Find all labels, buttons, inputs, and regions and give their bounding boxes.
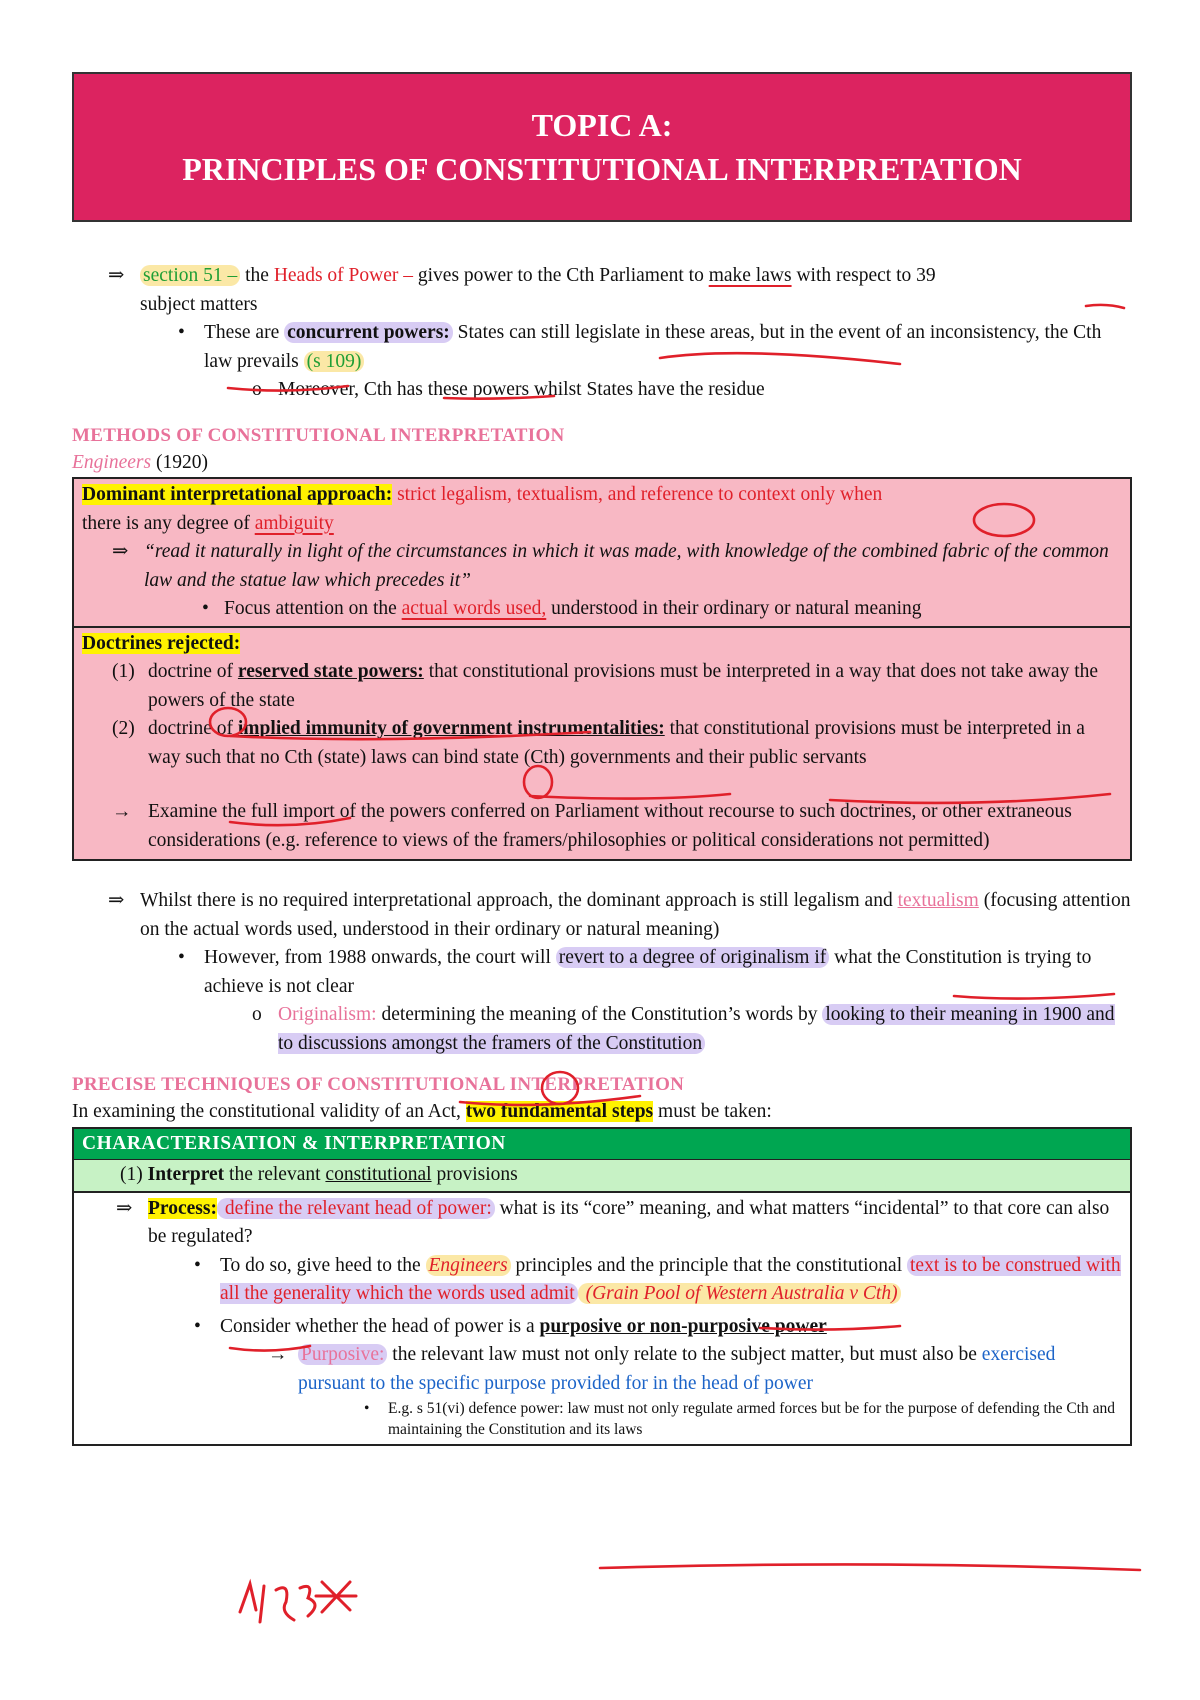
- doctrines-rejected-panel: [74, 626, 1130, 860]
- title-line-1: TOPIC A:: [531, 107, 673, 143]
- residue-subpoint: o Moreover, Cth has these powers whilst States have the residue: [72, 376, 1132, 405]
- whilst-point: ⇒ Whilst there is no required interpretational approach, the dominant approach is still legalism and textualism (focusing attention on the actual words used, understood in their ordinary or natural meaning): [72, 887, 1132, 944]
- arrow-right-icon: →: [112, 801, 132, 822]
- whilst-section: [72, 887, 1132, 1058]
- title-line-2: PRINCIPLES OF CONSTITUTIONAL INTERPRETATION: [182, 151, 1022, 187]
- arrow-right-icon: →: [268, 1344, 288, 1365]
- doctrine-1: (1) doctrine of reserved state powers: that constitutional provisions must be interpreted in a way that does not take away the powers of the state: [112, 661, 1099, 711]
- bullet-icon: •: [178, 947, 185, 968]
- document-page: [72, 72, 1132, 1446]
- double-arrow-icon: ⇒: [108, 265, 125, 286]
- doctrine-2: (2) doctrine of implied immunity of government instrumentalities: that constitutional provisions must be interpreted in a way such that no Cth (state) laws can bind state (Cth) governments and their public servants: [112, 718, 1085, 768]
- purposive-point: → Purposive: the relevant law must not only relate to the subject matter, but must also be exercised pursuant to the specific purpose provided for in the head of power: [82, 1341, 1122, 1398]
- bullet-icon: •: [194, 1254, 201, 1276]
- circle-bullet-icon: o: [252, 1004, 262, 1025]
- methods-heading: METHODS OF CONSTITUTIONAL INTERPRETATION: [72, 424, 565, 446]
- bullet-icon: •: [178, 322, 185, 343]
- dominant-label: Dominant interpretational approach:: [82, 484, 393, 505]
- bullet-icon: •: [194, 1315, 201, 1337]
- engineers-principles-bullet: • To do so, give heed to the Engineers principles and the principle that the constitutional text is to be construed with all the generality which the words used admit (Grain Pool of Western Australia v Cth): [82, 1252, 1122, 1309]
- bullet-icon: •: [364, 1400, 370, 1417]
- intro-section: [72, 262, 1132, 405]
- defence-example: • E.g. s 51(vi) defence power: law must not only regulate armed forces but be for the purpose of defending the Cth and maintaining the Constitution and its laws: [364, 1400, 1115, 1438]
- however-bullet: • However, from 1988 onwards, the court will revert to a degree of originalism if what the Constitution is trying to achieve is not clear: [72, 944, 1132, 1001]
- process-point: ⇒ Process: define the relevant head of power: what is its “core” meaning, and what matters “incidental” to that core can also be regulated?: [82, 1195, 1122, 1252]
- intro-point: ⇒ section 51 – the Heads of Power – gives power to the Cth Parliament to make laws with respect to 39 subject matters: [72, 262, 1132, 319]
- rejected-label: Doctrines rejected:: [82, 632, 241, 654]
- purposive-bullet: • Consider whether the head of power is a purposive or non-purposive power: [82, 1313, 1122, 1342]
- double-arrow-icon: ⇒: [112, 541, 129, 562]
- heads-of-power: Heads of Power –: [273, 265, 413, 286]
- dominant-approach-panel: Dominant interpretational approach: strict legalism, textualism, and reference to context only when there is any degree of ambiguity ⇒ “read it naturally in light of the circumstances in which it was made, with knowledge of the combined fabric of the common law and the statue law which precedes it” • Focus attention on the actual words used, understood in their ordinary or natural meaning: [74, 479, 1130, 626]
- step-1-row: (1) Interpret the relevant constitutional provisions: [74, 1160, 1130, 1193]
- double-arrow-icon: ⇒: [116, 1197, 133, 1219]
- handwritten-note-scribble: [240, 1582, 356, 1622]
- methods-box: [72, 477, 1132, 861]
- process-cell: [74, 1193, 1130, 1445]
- table-header: CHARACTERISATION & INTERPRETATION: [74, 1129, 1130, 1161]
- originalism-subpoint: o Originalism: determining the meaning of the Constitution’s words by looking to their meaning in 1900 and to discussions amongst the framers of the Constitution: [72, 1001, 1132, 1058]
- concurrent-bullet: • These are concurrent powers: States can still legislate in these areas, but in the event of an inconsistency, the Cth law prevails (s 109): [72, 319, 1132, 376]
- precise-intro: In examining the constitutional validity of an Act, two fundamental steps must be taken:: [72, 1101, 772, 1122]
- characterisation-table: [72, 1127, 1132, 1447]
- title-banner: [72, 72, 1132, 222]
- engineers-quote: ⇒ “read it naturally in light of the circumstances in which it was made, with knowledge of the combined fabric of the common law and the statue law which precedes it”: [82, 538, 1122, 595]
- engineers-case: Engineers (1920): [72, 451, 208, 473]
- precise-heading: PRECISE TECHNIQUES OF CONSTITUTIONAL INTERPRETATION: [72, 1074, 685, 1095]
- focus-bullet: • Focus attention on the actual words used, understood in their ordinary or natural meaning: [82, 595, 1122, 624]
- examine-point: → Examine the full import of the powers conferred on Parliament without recourse to such doctrines, or other extraneous considerations (e.g. reference to views of the framers/philosophies or political considerations not permitted): [82, 798, 1122, 857]
- bullet-icon: •: [202, 598, 209, 619]
- circle-bullet-icon: o: [252, 379, 262, 400]
- section-51-ref: section 51 –: [140, 265, 240, 286]
- double-arrow-icon: ⇒: [108, 890, 125, 911]
